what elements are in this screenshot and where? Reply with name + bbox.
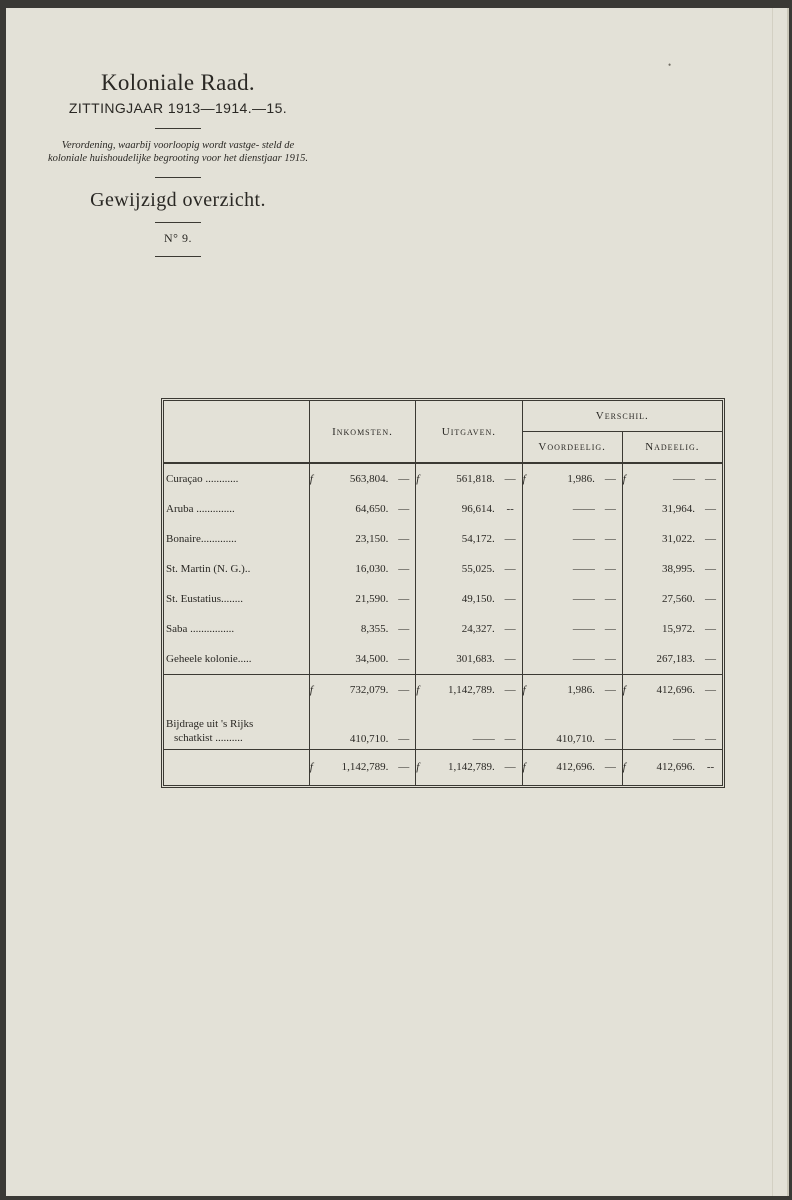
florin-sign: f	[309, 749, 317, 785]
florin-sign	[309, 494, 317, 524]
uitgaven-value: 49,150.	[461, 593, 495, 605]
nadeelig-value: 15,972.	[662, 623, 696, 635]
subtotal-voordeelig: 1,986.	[530, 675, 599, 706]
table-row	[164, 524, 722, 554]
overview-title: Gewijzigd overzicht.	[90, 189, 266, 211]
inkomsten-cents: —	[392, 494, 415, 524]
florin-sign: f	[522, 749, 530, 785]
voordeelig-value: ——	[572, 563, 595, 575]
subtotal-uitgaven: 1,142,789.	[424, 675, 499, 706]
florin-sign	[416, 554, 424, 584]
bijdrage-nadeelig-cents: —	[705, 732, 717, 745]
inkomsten-cents: —	[392, 644, 415, 675]
bijdrage-nadeelig: ——	[673, 732, 696, 745]
florin-sign: f	[522, 675, 530, 706]
divider	[155, 256, 201, 257]
florin-sign: f	[622, 675, 630, 706]
nadeelig-value: 38,995.	[662, 563, 696, 575]
voordeelig-cents: —	[599, 494, 622, 524]
inkomsten-value: 21,590.	[355, 593, 389, 605]
nadeelig-cents: —	[705, 563, 717, 575]
uitgaven-cents: —	[499, 524, 522, 554]
document-number: N° 9.	[164, 231, 192, 245]
total-row	[164, 749, 722, 785]
total-label	[164, 749, 309, 785]
document-header	[38, 70, 318, 257]
subtotal-row	[164, 675, 722, 706]
uitgaven-cents: —	[499, 584, 522, 614]
budget-table-frame	[161, 398, 725, 788]
bijdrage-label	[164, 705, 309, 749]
florin-sign	[522, 554, 530, 584]
budget-table	[164, 401, 722, 785]
inkomsten-cents: —	[392, 584, 415, 614]
subtotal-inkomsten-cents: —	[392, 675, 415, 706]
total-nadeelig-cents: --	[699, 749, 722, 785]
total-inkomsten: 1,142,789.	[318, 749, 393, 785]
florin-sign	[416, 584, 424, 614]
inkomsten-cents: —	[392, 614, 415, 644]
florin-sign	[622, 554, 630, 584]
bijdrage-uitgaven-cents: —	[499, 705, 522, 749]
nadeelig-cents: —	[705, 533, 717, 545]
florin-sign	[522, 524, 530, 554]
florin-sign: f	[622, 749, 630, 785]
bijdrage-inkomsten-cents: —	[392, 705, 415, 749]
florin-sign	[416, 644, 424, 675]
florin-sign: f	[622, 463, 630, 494]
page-speck: •	[668, 60, 672, 70]
voordeelig-value: 1,986.	[530, 463, 599, 494]
nadeelig-value: 267,183.	[656, 653, 696, 665]
florin-sign	[622, 584, 630, 614]
nadeelig-cents: —	[699, 463, 722, 494]
voordeelig-value: ——	[572, 653, 595, 665]
florin-sign: f	[416, 749, 424, 785]
inkomsten-value: 563,804.	[318, 463, 393, 494]
uitgaven-value: 561,818.	[424, 463, 499, 494]
florin-sign	[309, 614, 317, 644]
florin-sign	[416, 614, 424, 644]
subtotal-nadeelig-cents: —	[699, 675, 722, 706]
total-inkomsten-cents: —	[392, 749, 415, 785]
col-verschil: Verschil.	[522, 401, 722, 432]
col-nadeelig: Nadeelig.	[645, 441, 700, 453]
florin-sign: f	[522, 463, 530, 494]
voordeelig-value: ——	[572, 623, 595, 635]
florin-sign	[522, 584, 530, 614]
florin-sign	[309, 524, 317, 554]
row-label: Curaçao ............	[164, 463, 309, 494]
florin-sign	[522, 494, 530, 524]
uitgaven-cents: —	[499, 644, 522, 675]
table-row	[164, 584, 722, 614]
total-voordeelig: 412,696.	[530, 749, 599, 785]
bijdrage-label-line2: schatkist ..........	[174, 731, 243, 744]
inkomsten-value: 16,030.	[355, 563, 389, 575]
uitgaven-value: 96,614.	[461, 503, 495, 515]
voordeelig-cents: —	[599, 614, 622, 644]
document-page	[6, 8, 789, 1196]
voordeelig-cents: —	[599, 463, 622, 494]
row-label: Aruba ..............	[164, 494, 309, 524]
subtotal-label	[164, 675, 309, 706]
inkomsten-cents: —	[392, 554, 415, 584]
row-label: Bonaire.............	[164, 524, 309, 554]
divider	[155, 177, 201, 178]
florin-sign: f	[416, 463, 424, 494]
total-nadeelig: 412,696.	[631, 749, 700, 785]
subtotal-inkomsten: 732,079.	[318, 675, 393, 706]
nadeelig-cents: —	[705, 653, 717, 665]
bijdrage-voordeelig-cents: —	[599, 705, 622, 749]
florin-sign	[622, 494, 630, 524]
uitgaven-cents: —	[499, 614, 522, 644]
row-label: St. Martin (N. G.)..	[164, 554, 309, 584]
row-label: St. Eustatius........	[164, 584, 309, 614]
council-title: Koloniale Raad.	[101, 70, 255, 95]
florin-sign	[309, 644, 317, 675]
total-uitgaven: 1,142,789.	[424, 749, 499, 785]
table-row	[164, 554, 722, 584]
nadeelig-cents: —	[705, 623, 717, 635]
session-year: ZITTINGJAAR 1913—1914.—15.	[68, 100, 288, 116]
inkomsten-cents: —	[392, 463, 415, 494]
voordeelig-cents: —	[599, 524, 622, 554]
florin-sign	[522, 614, 530, 644]
uitgaven-value: 24,327.	[461, 623, 495, 635]
florin-sign: f	[309, 675, 317, 706]
uitgaven-value: 55,025.	[461, 563, 495, 575]
uitgaven-value: 301,683.	[456, 653, 495, 665]
divider	[155, 222, 201, 223]
bijdrage-inkomsten: 410,710.	[349, 732, 389, 745]
florin-sign	[309, 554, 317, 584]
inkomsten-value: 34,500.	[355, 653, 389, 665]
uitgaven-value: 54,172.	[461, 533, 495, 545]
col-inkomsten: Inkomsten.	[309, 401, 415, 463]
inkomsten-cents: —	[392, 524, 415, 554]
ordinance-description: Verordening, waarbij voorloopig wordt vastge- steld de koloniale huishoudelijke begrooting voor het dienstjaar 1915.	[47, 140, 309, 164]
florin-sign	[522, 644, 530, 675]
nadeelig-cents: —	[705, 593, 717, 605]
total-voordeelig-cents: —	[599, 749, 622, 785]
subtotal-uitgaven-cents: —	[499, 675, 522, 706]
table-row	[164, 644, 722, 675]
inkomsten-value: 23,150.	[355, 533, 389, 545]
nadeelig-value: 31,964.	[662, 503, 696, 515]
subtotal-nadeelig: 412,696.	[631, 675, 700, 706]
florin-sign	[416, 494, 424, 524]
florin-sign	[309, 584, 317, 614]
inkomsten-value: 64,650.	[355, 503, 389, 515]
uitgaven-cents: —	[499, 554, 522, 584]
table-row	[164, 494, 722, 524]
voordeelig-value: ——	[572, 533, 595, 545]
florin-sign	[622, 644, 630, 675]
nadeelig-value: ——	[631, 463, 700, 494]
divider	[155, 128, 201, 129]
row-label: Saba ................	[164, 614, 309, 644]
col-voordeelig: Voordeelig.	[522, 432, 622, 464]
voordeelig-cents: —	[599, 554, 622, 584]
subtotal-voordeelig-cents: —	[599, 675, 622, 706]
bijdrage-voordeelig: 410,710.	[556, 732, 595, 745]
table-body	[164, 463, 722, 785]
florin-sign	[622, 614, 630, 644]
table-row	[164, 463, 722, 494]
table-row	[164, 614, 722, 644]
voordeelig-value: ——	[572, 593, 595, 605]
voordeelig-cents: —	[599, 584, 622, 614]
total-uitgaven-cents: —	[499, 749, 522, 785]
florin-sign: f	[309, 463, 317, 494]
florin-sign	[416, 524, 424, 554]
uitgaven-cents: —	[499, 463, 522, 494]
nadeelig-value: 31,022.	[662, 533, 696, 545]
uitgaven-cents: --	[499, 494, 522, 524]
voordeelig-cents: —	[599, 644, 622, 675]
row-label: Geheele kolonie.....	[164, 644, 309, 675]
nadeelig-cents: —	[705, 503, 717, 515]
bijdrage-label-line1: Bijdrage uit 's Rijks	[166, 717, 254, 730]
label-header	[164, 401, 309, 463]
bijdrage-row	[164, 705, 722, 749]
col-uitgaven: Uitgaven.	[416, 401, 522, 463]
florin-sign	[622, 524, 630, 554]
florin-sign: f	[416, 675, 424, 706]
inkomsten-value: 8,355.	[360, 623, 389, 635]
nadeelig-value: 27,560.	[662, 593, 696, 605]
voordeelig-value: ——	[572, 503, 595, 515]
bijdrage-uitgaven: ——	[472, 732, 495, 745]
